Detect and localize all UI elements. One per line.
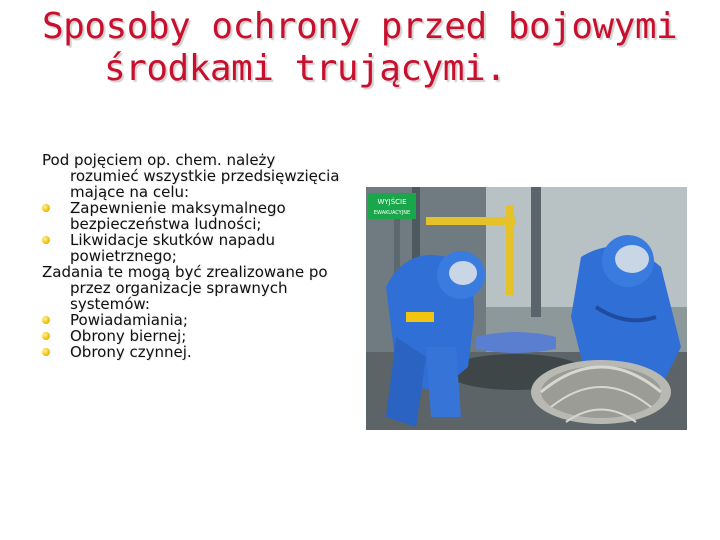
- intro-paragraph: [42, 152, 354, 200]
- list-item: [42, 232, 354, 264]
- exit-sign-subtext: EWAKUACYJNE: [373, 210, 411, 216]
- list-item-text: Zapewnienie maksymalnego bezpieczeństwa ludności;: [70, 199, 286, 233]
- slide-title: [42, 6, 702, 90]
- list-item: [42, 312, 354, 328]
- intro-rest: rozumieć wszystkie przedsięwzięcia mające na celu:: [70, 167, 340, 201]
- exit-sign-text: WYJŚCIE: [377, 198, 407, 206]
- list-item: [42, 344, 354, 360]
- slide-body: [42, 152, 354, 360]
- list-item-text: Powiadamiania;: [70, 311, 188, 329]
- bullet-icon: [42, 316, 50, 324]
- list-item-text: Obrony biernej;: [70, 327, 187, 345]
- list-item-text: Obrony czynnej.: [70, 343, 192, 361]
- list-item: [42, 328, 354, 344]
- list-item: [42, 200, 354, 232]
- second-first-line: Zadania te mogą być zrealizowane po: [42, 263, 328, 281]
- bullet-icon: [42, 332, 50, 340]
- list-item-text: Likwidacje skutków napadu powietrznego;: [70, 231, 276, 265]
- hazmat-photo: [366, 187, 687, 430]
- title-line-1: Sposoby ochrony przed bojowymi: [42, 6, 678, 47]
- second-paragraph: [42, 264, 354, 312]
- intro-first-line: Pod pojęciem op. chem. należy: [42, 151, 276, 169]
- mesh-drum: [531, 360, 671, 424]
- bullet-icon: [42, 204, 50, 212]
- bullet-icon: [42, 236, 50, 244]
- bullet-icon: [42, 348, 50, 356]
- title-line-2: środkami trującymi.: [104, 48, 507, 89]
- second-rest: przez organizacje sprawnych systemów:: [70, 279, 288, 313]
